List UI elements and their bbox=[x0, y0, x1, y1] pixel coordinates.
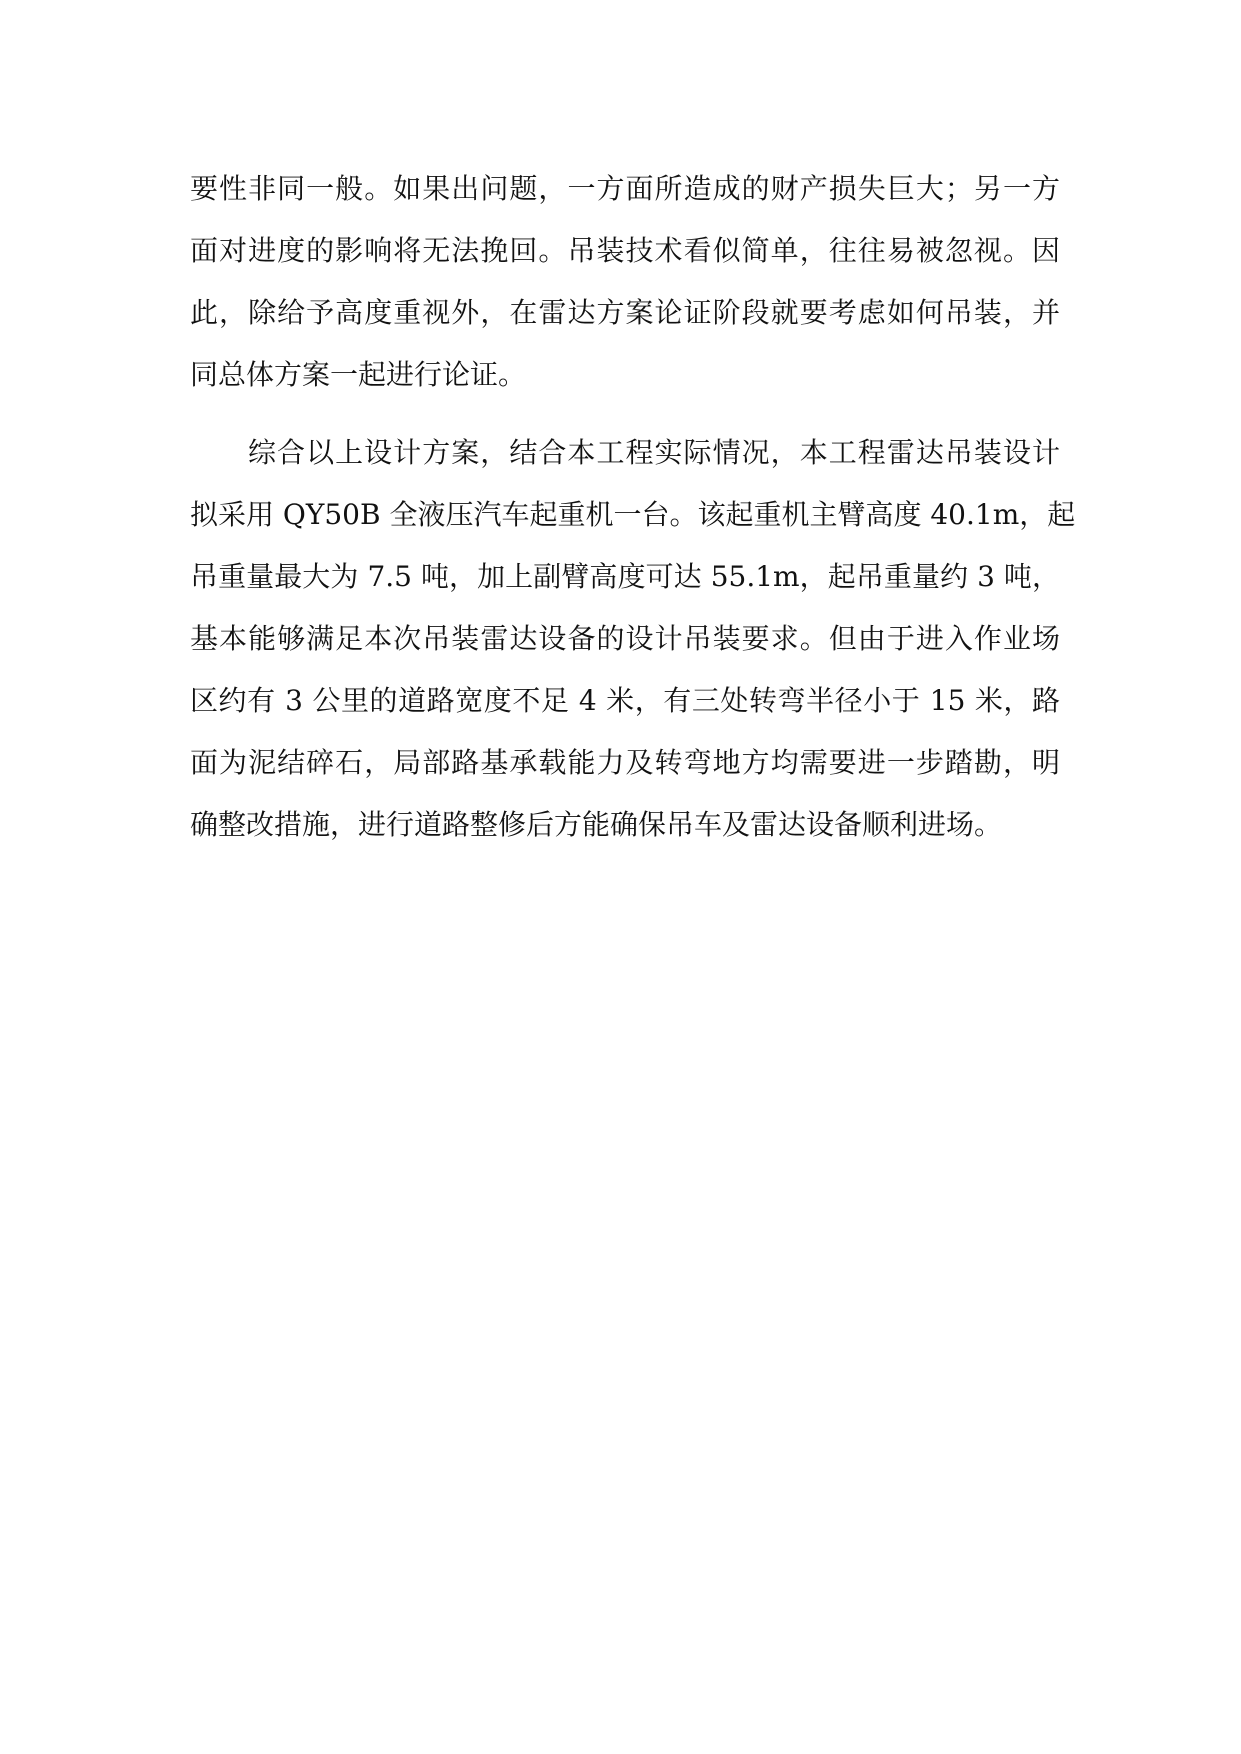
text-line: 吊重量最大为 7.5 吨，加上副臂高度可达 55.1m，起吊重量约 3 吨， bbox=[190, 560, 1060, 593]
text-line: 区约有 3 公里的道路宽度不足 4 米，有三处转弯半径小于 15 米，路 bbox=[190, 684, 1060, 717]
paragraph-2 bbox=[190, 422, 1076, 856]
paragraph-1 bbox=[190, 158, 1060, 406]
text-line: 基本能够满足本次吊装雷达设备的设计吊装要求。但由于进入作业场 bbox=[190, 622, 1060, 655]
text-line: 确整改措施，进行道路整修后方能确保吊车及雷达设备顺利进场。 bbox=[190, 808, 1003, 841]
paragraph-spacer bbox=[190, 406, 1060, 422]
text-line: 拟采用 QY50B 全液压汽车起重机一台。该起重机主臂高度 40.1m，起 bbox=[190, 498, 1076, 531]
text-line: 面为泥结碎石，局部路基承载能力及转弯地方均需要进一步踏勘，明 bbox=[190, 746, 1060, 779]
text-line: 要性非同一般。如果出问题，一方面所造成的财产损失巨大；另一方 bbox=[190, 172, 1060, 205]
text-line: 此，除给予高度重视外，在雷达方案论证阶段就要考虑如何吊装，并 bbox=[190, 296, 1060, 329]
text-line: 面对进度的影响将无法挽回。吊装技术看似简单，往往易被忽视。因 bbox=[190, 234, 1060, 267]
document-body bbox=[190, 158, 1076, 856]
text-line: 同总体方案一起进行论证。 bbox=[190, 358, 527, 391]
text-line: 综合以上设计方案，结合本工程实际情况，本工程雷达吊装设计 bbox=[248, 436, 1060, 469]
